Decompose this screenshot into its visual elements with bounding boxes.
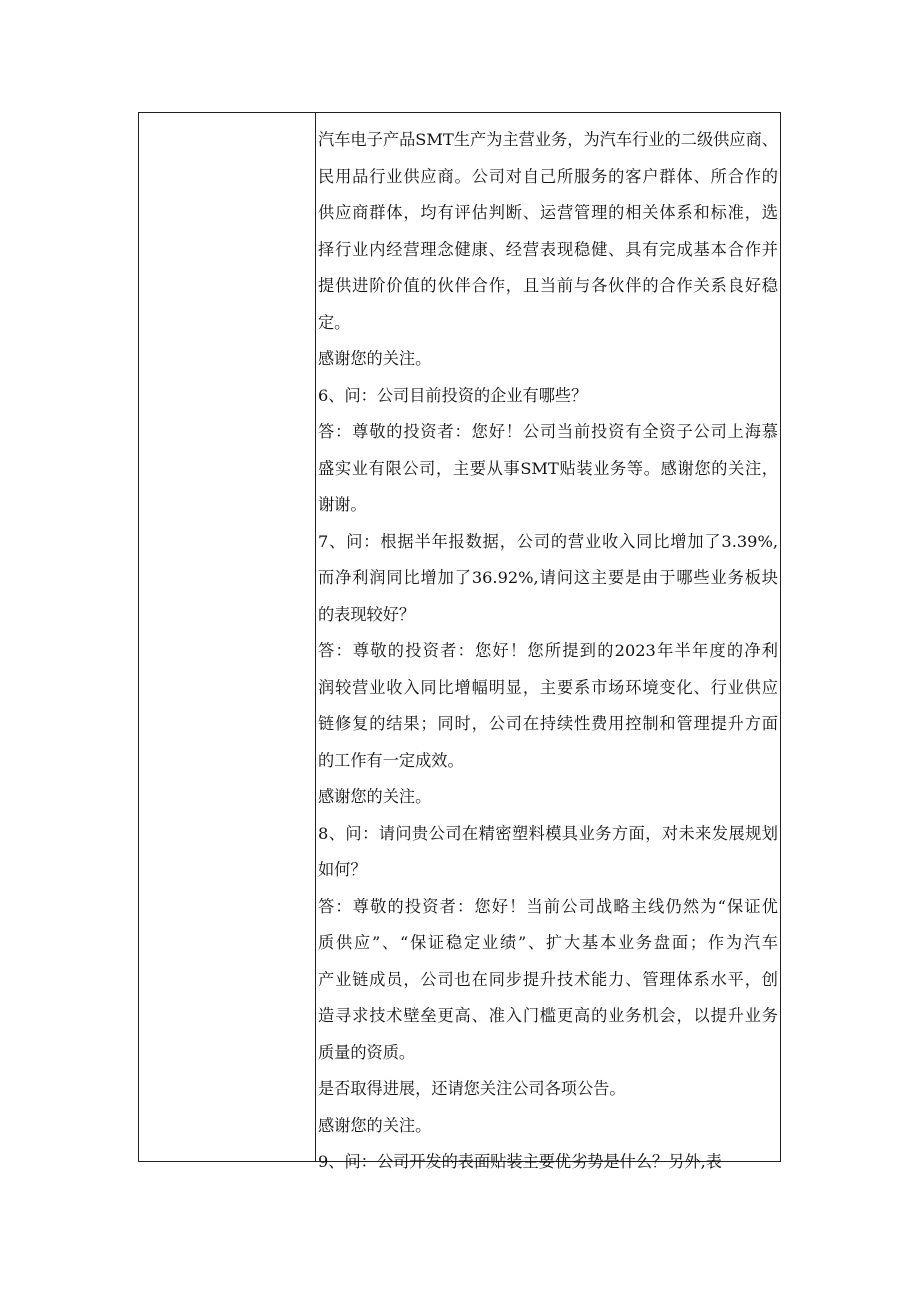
text-line: 6、问：公司目前投资的企业有哪些？: [318, 385, 588, 405]
text-line: 提供进阶价值的伙伴合作，且当前与各伙伴的合作关系良好稳: [318, 276, 778, 295]
text-line: 答：尊敬的投资者：您好！公司当前投资有全资子公司上海慕: [318, 422, 778, 441]
text-line: 汽车电子产品SMT生产为主营业务，为汽车行业的二级供应商、: [318, 130, 778, 149]
text-line: 而净利润同比增加了36.92%,请问这主要是由于哪些业务板块: [318, 568, 778, 587]
text-line: 民用品行业供应商。公司对自己所服务的客户群体、所合作的: [318, 166, 778, 186]
text-line: 润较营业收入同比增幅明显，主要系市场环境变化、行业供应: [318, 677, 778, 697]
qa-content-cell: [318, 122, 778, 1181]
text-line: 8、问：请问贵公司在精密塑料模具业务方面，对未来发展规划: [318, 823, 778, 843]
text-line: 感谢您的关注。: [318, 349, 432, 368]
text-line: 质量的资质。: [318, 1042, 416, 1062]
text-line: 9、问：公司开发的表面贴装主要优劣势是什么？另外,表: [318, 1152, 722, 1171]
text-line: 答：尊敬的投资者：您好！当前公司战略主线仍然为“保证优: [318, 896, 778, 916]
text-line: 的表现较好？: [318, 604, 416, 624]
text-line: 造寻求技术壁垒更高、准入门槛更高的业务机会，以提升业务: [318, 1006, 778, 1025]
text-line: 供应商群体，均有评估判断、运营管理的相关体系和标准，选: [318, 203, 778, 222]
text-line: 如何？: [318, 860, 367, 879]
table-column-divider: [315, 112, 316, 1162]
text-line: 链修复的结果；同时，公司在持续性费用控制和管理提升方面: [318, 714, 778, 733]
text-line: 7、问：根据半年报数据，公司的营业收入同比增加了3.39%,: [318, 531, 778, 551]
text-line: 质供应”、“保证稳定业绩”、扩大基本业务盘面；作为汽车: [318, 933, 778, 952]
text-line: 感谢您的关注。: [318, 787, 432, 806]
text-line: 定。: [318, 312, 351, 332]
text-line: 答：尊敬的投资者：您好！您所提到的2023年半年度的净利: [318, 641, 778, 660]
text-line: 谢谢。: [318, 495, 367, 514]
text-line: 感谢您的关注。: [318, 1115, 432, 1135]
text-line: 是否取得进展，还请您关注公司各项公告。: [318, 1079, 626, 1098]
text-line: 择行业内经营理念健康、经营表现稳健、具有完成基本合作并: [318, 239, 778, 259]
text-line: 的工作有一定成效。: [318, 750, 464, 770]
text-line: 产业链成员，公司也在同步提升技术能力、管理体系水平，创: [318, 969, 778, 989]
text-line: 盛实业有限公司，主要从事SMT贴装业务等。感谢您的关注，: [318, 458, 778, 478]
